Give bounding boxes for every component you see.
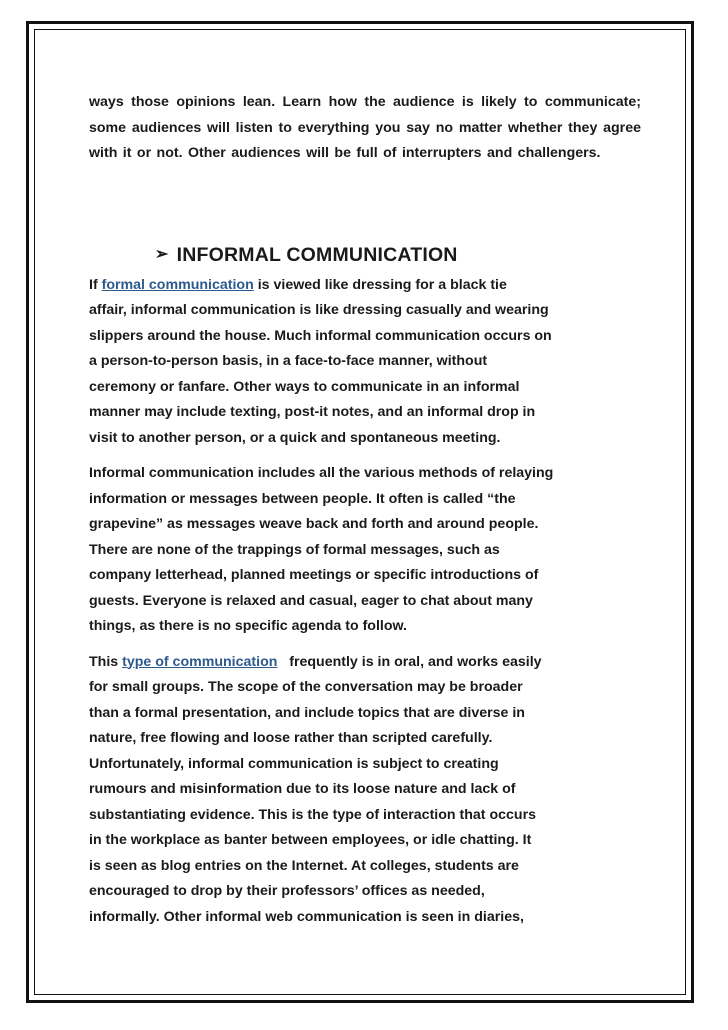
paragraph-type-of-communication xyxy=(89,650,641,931)
paragraph-grapevine xyxy=(89,461,641,640)
formal-communication-link[interactable]: formal communication xyxy=(101,276,254,293)
paragraph-line: manner may include texting, post-it notes, and an informal drop in xyxy=(89,404,536,420)
paragraph-line: information or messages between people. It often is called “the xyxy=(89,490,516,507)
paragraph-line: Informal communication includes all the various methods of relaying xyxy=(89,465,554,481)
paragraph-line: substantiating evidence. This is the type of interaction that occurs xyxy=(89,806,536,823)
paragraph-line: informally. Other informal web communication is seen in diaries, xyxy=(89,908,524,925)
paragraph-line: There are none of the trappings of formal messages, such as xyxy=(89,541,500,558)
paragraph-line: ceremony or fanfare. Other ways to communicate in an informal xyxy=(89,378,520,395)
paragraph-line: affair, informal communication is like dressing casually and wearing xyxy=(89,302,549,318)
paragraph-line: a person-to-person basis, in a face-to-face manner, without xyxy=(89,353,488,369)
intro-paragraph: ways those opinions lean. Learn how the audience is likely to communicate; some audiences will listen to everything you say no matter whether they agree with it or not. Other audiences will be full of interrupters and challengers. xyxy=(89,94,641,161)
paragraph-formal-comparison xyxy=(89,273,641,452)
paragraph-line: encouraged to drop by their professors’ offices as needed, xyxy=(89,883,485,899)
paragraph-line: is seen as blog entries on the Internet. At colleges, students are xyxy=(89,857,519,874)
paragraph-line: This type of communication frequently is in oral, and works easily xyxy=(89,653,542,670)
arrow-bullet-icon: ➢ xyxy=(155,245,169,263)
paragraph-line: Unfortunately, informal communication is subject to creating xyxy=(89,755,499,772)
paragraph-line: for small groups. The scope of the conversation may be broader xyxy=(89,679,523,695)
paragraph-line: guests. Everyone is relaxed and casual, eager to chat about many xyxy=(89,592,533,609)
paragraph-line: things, as there is no specific agenda to follow. xyxy=(89,618,407,634)
type-of-communication-link[interactable]: type of communication xyxy=(122,653,278,670)
paragraph-line: company letterhead, planned meetings or specific introductions of xyxy=(89,567,539,583)
paragraph-line: visit to another person, or a quick and spontaneous meeting. xyxy=(89,429,501,446)
section-heading xyxy=(155,243,641,267)
paragraph-line: slippers around the house. Much informal communication occurs on xyxy=(89,327,552,344)
paragraph-line: grapevine” as messages weave back and forth and around people. xyxy=(89,516,539,532)
paragraph-line: If formal communication is viewed like dressing for a black tie xyxy=(89,276,507,293)
document-page xyxy=(89,90,641,930)
section-heading-title: INFORMAL COMMUNICATION xyxy=(176,243,458,266)
paragraph-line: rumours and misinformation due to its loose nature and lack of xyxy=(89,781,516,797)
paragraph-line: in the workplace as banter between employees, or idle chatting. It xyxy=(89,832,532,848)
paragraph-line: than a formal presentation, and include topics that are diverse in xyxy=(89,704,525,721)
paragraph-line: nature, free flowing and loose rather than scripted carefully. xyxy=(89,730,493,746)
